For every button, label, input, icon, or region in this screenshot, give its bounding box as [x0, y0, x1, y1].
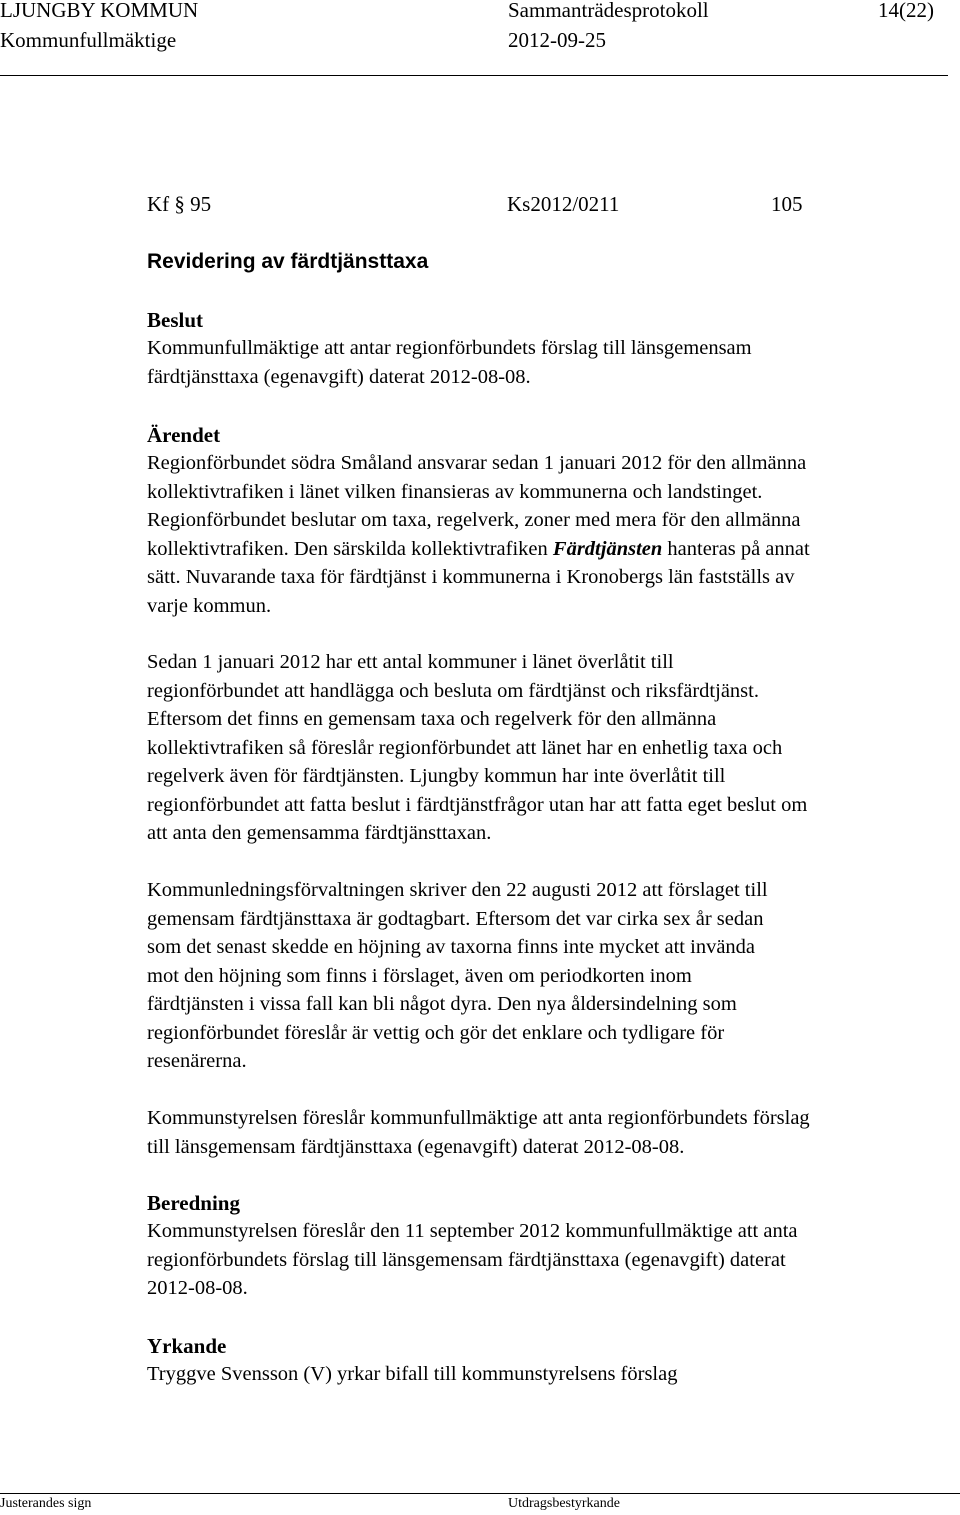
- arendet-paragraph-3: [147, 876, 947, 1076]
- arendet-paragraph-2: [147, 648, 947, 848]
- arendet-p1-line: Regionförbundet södra Småland ansvarar sedan 1 januari 2012 för den allmänna: [147, 452, 807, 474]
- arendet-p1-line: sätt. Nuvarande taxa för färdtjänst i kommunerna i Kronobergs län fastställs av: [147, 566, 795, 588]
- arendet-p3-line: som det senast skedde en höjning av taxorna finns inte mycket att invända: [147, 936, 756, 958]
- arendet-p3-line: resenärerna.: [147, 1050, 247, 1072]
- arendet-p2-line: Sedan 1 januari 2012 har ett antal kommuner i länet överlåtit till: [147, 651, 674, 673]
- arendet-p3-line: Kommunledningsförvaltningen skriver den 22 augusti 2012 att förslaget till: [147, 879, 768, 901]
- arendet-p2-line: regionförbundet att fatta beslut i färdtjänstfrågor utan har att fatta eget beslut om: [147, 793, 808, 816]
- arendet-p2-line: att anta den gemensamma färdtjänsttaxan.: [147, 822, 492, 844]
- yrkande-section: [147, 1332, 947, 1389]
- case-number: Kf § 95: [147, 192, 212, 216]
- beredning-line: regionförbundets förslag till länsgemensam färdtjänsttaxa (egenavgift) daterat: [147, 1248, 786, 1271]
- arendet-p3-line: färdtjänsten i vissa fall kan bli något dyra. Den nya åldersindelning som: [147, 993, 737, 1015]
- beslut-line: färdtjänsttaxa (egenavgift) daterat 2012-08-08.: [147, 365, 531, 388]
- beslut-line: Kommunfullmäktige att antar regionförbundets förslag till länsgemensam: [147, 337, 752, 359]
- body-name: Kommunfullmäktige: [0, 28, 177, 52]
- beredning-line: 2012-08-08.: [147, 1277, 248, 1299]
- beredning-section: [147, 1189, 947, 1303]
- beredning-line: Kommunstyrelsen föreslår den 11 september 2012 kommunfullmäktige att anta: [147, 1220, 798, 1242]
- case-title: Revidering av färdtjänsttaxa: [147, 250, 429, 273]
- arendet-p2-line: kollektivtrafiken så föreslår regionförbundet att länet har en enhetlig taxa och: [147, 736, 783, 759]
- arendet-p1-line: Regionförbundet beslutar om taxa, regelverk, zoner med mera för den allmänna: [147, 509, 801, 531]
- arendet-p3-line: mot den höjning som finns i förslaget, även om periodkorten inom: [147, 964, 692, 987]
- arendet-p4-line: till länsgemensam färdtjänsttaxa (egenavgift) daterat 2012-08-08.: [147, 1135, 685, 1158]
- doc-type: Sammanträdesprotokoll: [508, 0, 709, 22]
- arendet-p1-line: varje kommun.: [147, 594, 272, 617]
- arendet-p1-line: [147, 535, 947, 564]
- yrkande-line: Tryggve Svensson (V) yrkar bifall till kommunstyrelsens förslag: [147, 1363, 678, 1385]
- case-page-ref: 105: [771, 192, 803, 216]
- arendet-p2-line: Eftersom det finns en gemensam taxa och regelverk för den allmänna: [147, 708, 717, 730]
- yrkande-heading: Yrkande: [147, 1334, 227, 1358]
- arendet-p1-line: kollektivtrafiken i länet vilken finansieras av kommunerna och landstinget.: [147, 480, 763, 503]
- org-name: LJUNGBY KOMMUN: [0, 0, 199, 22]
- arendet-paragraph-4: [147, 1104, 947, 1161]
- beredning-heading: Beredning: [147, 1191, 240, 1215]
- arendet-heading: Ärendet: [147, 423, 221, 447]
- arendet-p3-line: gemensam färdtjänsttaxa är godtagbart. Eftersom det var cirka sex år sedan: [147, 907, 764, 930]
- fardtjansten-emphasis: Färdtjänsten: [552, 537, 663, 560]
- arendet-p3-line: regionförbundet föreslår är vettig och gör det enklare och tydligare för: [147, 1021, 725, 1044]
- utdragsbestyrkande: Utdragsbestyrkande: [508, 1496, 620, 1511]
- justerandes-sign: Justerandes sign: [0, 1496, 92, 1511]
- beslut-heading: Beslut: [147, 308, 204, 332]
- case-ref: Ks2012/0211: [507, 192, 620, 216]
- arendet-p2-line: regelverk även för färdtjänsten. Ljungby kommun har inte överlåtit till: [147, 765, 726, 787]
- arendet-p1-line4-b: hanteras på annat: [662, 537, 810, 560]
- arendet-section: [147, 421, 947, 620]
- arendet-p1-line4-a: kollektivtrafiken. Den särskilda kollektivtrafiken: [147, 537, 553, 560]
- arendet-p2-line: regionförbundet att handlägga och besluta om färdtjänst och riksfärdtjänst.: [147, 679, 759, 702]
- beslut-section: [147, 306, 947, 391]
- arendet-p4-line: Kommunstyrelsen föreslår kommunfullmäktige att anta regionförbundets förslag: [147, 1107, 810, 1129]
- meeting-date: 2012-09-25: [508, 28, 606, 52]
- footer-rule: [0, 1493, 960, 1494]
- page-number: 14(22): [878, 0, 934, 22]
- header-rule: [0, 75, 948, 76]
